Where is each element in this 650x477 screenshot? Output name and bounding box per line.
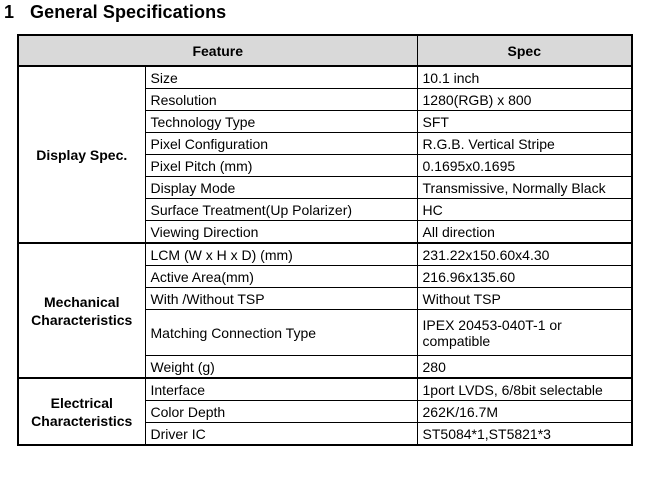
spec-cell: All direction <box>417 221 632 244</box>
feature-cell: Display Mode <box>145 177 417 199</box>
feature-cell: Interface <box>145 378 417 401</box>
feature-cell: Resolution <box>145 89 417 111</box>
spec-cell: 0.1695x0.1695 <box>417 155 632 177</box>
spec-cell: R.G.B. Vertical Stripe <box>417 133 632 155</box>
general-specifications-table <box>17 34 633 446</box>
spec-cell: 280 <box>417 356 632 379</box>
feature-cell: Technology Type <box>145 111 417 133</box>
mechanical-characteristics-group <box>18 243 632 378</box>
spec-cell: ST5084*1,ST5821*3 <box>417 423 632 446</box>
feature-cell: Viewing Direction <box>145 221 417 244</box>
feature-cell: Color Depth <box>145 401 417 423</box>
electrical-characteristics-group <box>18 378 632 445</box>
spec-cell: 216.96x135.60 <box>417 266 632 288</box>
section-title: General Specifications <box>30 2 227 22</box>
spec-cell: HC <box>417 199 632 221</box>
feature-cell: Matching Connection Type <box>145 310 417 356</box>
group-label-display-spec: Display Spec. <box>18 66 145 243</box>
feature-cell: Weight (g) <box>145 356 417 379</box>
table-row <box>18 243 632 266</box>
feature-column-header: Feature <box>18 35 417 66</box>
group-label-electrical: Electrical Characteristics <box>18 378 145 445</box>
display-spec-group <box>18 66 632 243</box>
feature-cell: Active Area(mm) <box>145 266 417 288</box>
spec-cell: 1280(RGB) x 800 <box>417 89 632 111</box>
table-header-row <box>18 35 632 66</box>
spec-cell: IPEX 20453-040T-1 or compatible <box>417 310 632 356</box>
spec-cell: 262K/16.7M <box>417 401 632 423</box>
section-heading <box>4 2 226 23</box>
spec-cell: 10.1 inch <box>417 66 632 89</box>
spec-cell: 231.22x150.60x4.30 <box>417 243 632 266</box>
group-label-mechanical: Mechanical Characteristics <box>18 243 145 378</box>
spec-cell: Without TSP <box>417 288 632 310</box>
feature-cell: With /Without TSP <box>145 288 417 310</box>
feature-cell: Size <box>145 66 417 89</box>
feature-cell: Pixel Configuration <box>145 133 417 155</box>
spec-cell: SFT <box>417 111 632 133</box>
feature-cell: Driver IC <box>145 423 417 446</box>
table-row <box>18 378 632 401</box>
feature-cell: Pixel Pitch (mm) <box>145 155 417 177</box>
feature-cell: LCM (W x H x D) (mm) <box>145 243 417 266</box>
spec-cell: Transmissive, Normally Black <box>417 177 632 199</box>
spec-column-header: Spec <box>417 35 632 66</box>
spec-cell: 1port LVDS, 6/8bit selectable <box>417 378 632 401</box>
feature-cell: Surface Treatment(Up Polarizer) <box>145 199 417 221</box>
table-row <box>18 66 632 89</box>
section-number: 1 <box>4 2 15 22</box>
